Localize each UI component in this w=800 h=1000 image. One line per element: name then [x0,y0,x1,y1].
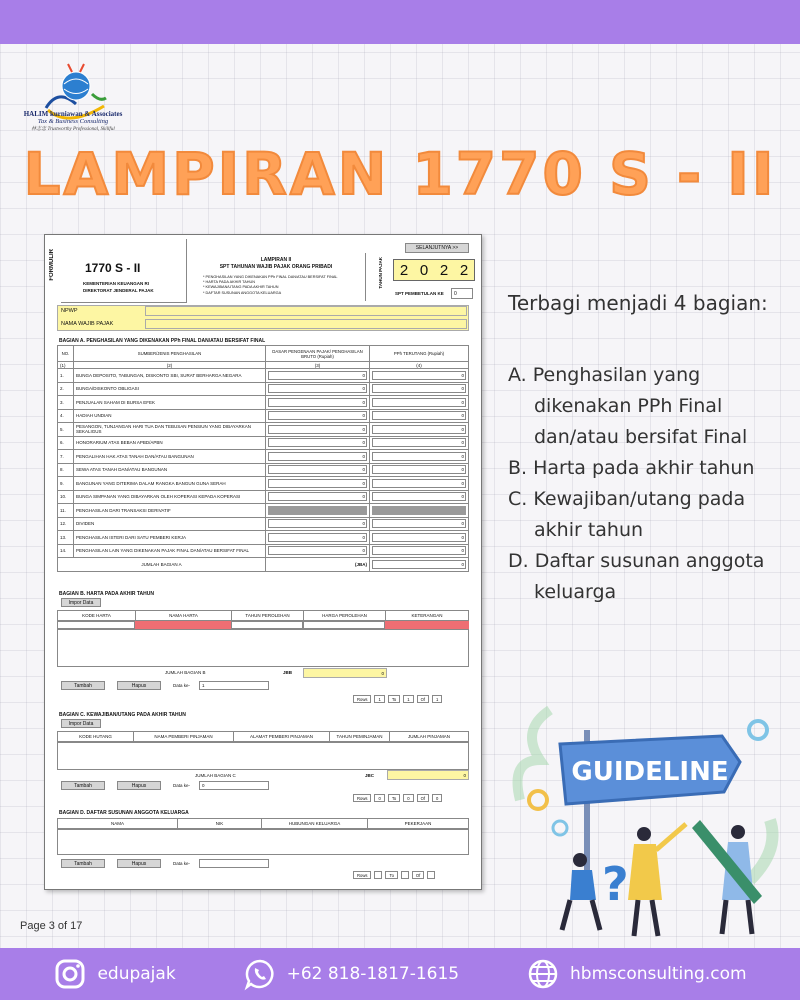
instagram-handle: edupajak [97,964,176,984]
section-d-title: BAGIAN D. DAFTAR SUSUNAN ANGGOTA KELUARGA [59,810,189,816]
pph-input[interactable]: 0 [372,452,466,461]
directorate-label: DIREKTORAT JENDERAL PAJAK [83,288,154,293]
col-header: ALAMAT PEMBERI PINJAMAN [234,732,330,741]
pph-input[interactable]: 0 [372,519,466,528]
rows-info-cell: To [385,871,397,879]
jumlah-a-label: JUMLAH BAGIAN A [58,558,266,572]
col-header: KODE HARTA [58,611,136,620]
nama-label: NAMA WAJIB PAJAK [61,321,114,327]
rows-info-cell: Of [412,871,424,879]
income-source: DIVIDEN [74,517,266,531]
rows-info-cell [401,871,409,879]
npwp-input[interactable] [145,306,467,316]
data-ke-input[interactable]: 0 [199,781,269,790]
jbb-code: JBB [283,670,293,675]
section-c-body [57,742,469,770]
income-source: BUNGA DEPOSITO, TABUNGAN, DISKONTO SBI, SURAT BERHARGA NEGARA [74,369,266,383]
pph-input[interactable]: 0 [372,384,466,393]
dpp-cell [266,369,370,383]
section-a-title: BAGIAN A. PENGHASILAN YANG DIKENAKAN PPh FINAL DAN/ATAU BERSIFAT FINAL [59,338,266,344]
logo-name: HALIM kurniawan & Associates [23,110,123,118]
jbb-value: 0 [303,668,387,678]
description-item: C. Kewajiban/utang pada akhir tahun [508,488,746,541]
col-header: DASAR PENGENAAN PAJAK/ PENGHASILAN BRUTO (Rupiah) [266,346,370,362]
data-ke-label: Data ke- [173,861,191,866]
npwp-label: NPWP [61,308,78,314]
add-button[interactable]: Tambah [61,859,105,868]
dpp-input[interactable]: 0 [268,398,367,407]
table-row [58,396,469,410]
col-number: (3) [266,362,370,369]
description-intro: Terbagi menjadi 4 bagian: [508,291,768,315]
section-b-header [57,610,469,621]
table-row [58,517,469,531]
jba-cell [370,558,469,572]
delete-button[interactable]: Hapus [117,781,161,790]
dpp-cell [266,382,370,396]
gear-icon [749,721,767,739]
lampiran-subtitle: SPT TAHUNAN WAJIB PAJAK ORANG PRIBADI [219,264,333,270]
pph-cell [370,490,469,504]
income-source: PENGHASILAN DARI TRANSAKSI DERIVATIF [74,504,266,518]
row-number: 14. [58,544,74,558]
year-digit: 2 [459,261,469,279]
description-item: B. Harta pada akhir tahun [508,457,755,479]
section-b-row[interactable] [57,621,469,629]
dpp-cell [266,409,370,423]
income-source: PESANGON, TUNJANGAN HARI TUA DAN TEBUSAN PENSIUN YANG DIBAYARKAN SEKALIGUS [74,423,266,437]
dpp-cell [266,544,370,558]
globe-icon [526,957,560,991]
row-number: 8. [58,463,74,477]
next-button[interactable]: SELANJUTNYA >> [405,243,469,253]
section-c-title: BAGIAN C. KEWAJIBAN/UTANG PADA AKHIR TAHUN [59,712,186,718]
dpp-input[interactable]: 0 [268,384,367,393]
pph-input[interactable]: 0 [372,398,466,407]
rows-info-cell [374,871,382,879]
pph-input[interactable]: 0 [372,465,466,474]
pph-cell [370,382,469,396]
income-source: SEWA ATAS TANAH DAN/ATAU BANGUNAN [74,463,266,477]
year-digit: 2 [439,261,449,279]
table-row [58,504,469,518]
delete-button[interactable]: Hapus [117,859,161,868]
top-bar [0,0,800,44]
rows-info-cell: To [388,695,400,703]
pph-input[interactable]: 0 [372,546,466,555]
table-row [58,369,469,383]
table-row [58,490,469,504]
guideline-illustration [500,700,800,948]
rows-info-cell: 1 [374,695,384,703]
whatsapp-contact[interactable] [243,957,460,991]
year-box[interactable] [393,259,475,281]
row-number: 3. [58,396,74,410]
logo-text [18,110,128,132]
tahun-pajak-label: TAHUN PAJAK [378,257,383,289]
tax-form-1770-s-ii [44,234,482,890]
rows-info-cell: 0 [403,794,413,802]
pph-input[interactable]: 0 [372,533,466,542]
page-title: LAMPIRAN 1770 S - II [23,140,777,208]
row-number: 1. [58,369,74,383]
rows-info-cell: Of [417,794,429,802]
rows-info [353,871,435,879]
page-number: Page 3 of 17 [20,920,83,932]
section-d-header [57,818,469,829]
table-row [58,409,469,423]
section-c-header [57,731,469,742]
col-header: HARGA PEROLEHAN [304,611,386,620]
ministry-label: KEMENTERIAN KEUANGAN RI [83,281,150,286]
rows-info [353,695,442,703]
pph-input[interactable]: 0 [372,479,466,488]
data-ke-input[interactable]: 1 [199,681,269,690]
income-source: PENGHASILAN LAIN YANG DIKENAKAN PAJAK FINAL DAN/ATAU BERSIFAT FINAL [74,544,266,558]
row-number: 6. [58,436,74,450]
pph-input[interactable]: 0 [372,492,466,501]
col-header: PPh TERUTANG (Rupiah) [370,346,469,362]
formulir-label: FORMULIR [49,249,55,281]
col-header: KODE HUTANG [58,732,134,741]
pph-cell [370,450,469,464]
dpp-cell [266,450,370,464]
total-row [58,558,469,572]
gear-icon [553,821,567,835]
row-number: 10. [58,490,74,504]
row-number: 13. [58,531,74,545]
dpp-input[interactable]: 0 [268,533,367,542]
table-row [58,382,469,396]
add-button[interactable]: Tambah [61,781,105,790]
pph-input[interactable]: 0 [372,411,466,420]
question-mark-icon: ? [602,857,629,911]
income-source: PENGHASILAN ISTERI DARI SATU PEMBERI KERJA [74,531,266,545]
rows-info-cell: Rows [353,794,371,802]
income-source: PENGALIHAN HAK ATAS TANAH DAN/ATAU BANGUNAN [74,450,266,464]
col-header: NAMA HARTA [136,611,232,620]
table-row [58,477,469,491]
import-data-button[interactable]: Impor Data [61,598,101,607]
pph-cell [370,463,469,477]
footer-bar [0,948,800,1000]
col-header: HUBUNGAN KELUARGA [262,819,368,828]
dpp-input[interactable]: 0 [268,438,367,447]
income-source: BUNGA SIMPANAN YANG DIBAYARKAN OLEH KOPERASI KEPADA KOPERASI [74,490,266,504]
table-row [58,463,469,477]
col-number: (1) [58,362,74,369]
jumlah-c-label: JUMLAH BAGIAN C [195,773,236,778]
jba-code: (JBA) [266,558,370,572]
pph-cell [370,544,469,558]
col-header: JUMLAH PINJAMAN [407,734,450,739]
whatsapp-number: +62 818-1817-1615 [286,964,460,984]
guideline-label: GUIDELINE [571,757,729,787]
website-contact[interactable] [526,957,747,991]
jbc-value: 0 [387,770,469,780]
lampiran-item: * PENGHASILAN YANG DIKENAKAN PPh FINAL DAN/ATAU BERSIFAT FINAL [203,275,338,279]
dpp-input[interactable]: 0 [268,411,367,420]
income-source: BANGUNAN YANG DITERIMA DALAM RANGKA BANGUN GUNA SERAH [74,477,266,491]
section-b-body [57,629,469,667]
income-source: HONORARIUM ATAS BEBAN APBD/APBN [74,436,266,450]
description-item: D. Daftar susunan anggota keluarga [508,550,765,603]
rows-info-cell: To [388,794,400,802]
dpp-input[interactable]: 0 [268,371,367,380]
pph-input[interactable]: 0 [372,371,466,380]
pph-cell [370,517,469,531]
row-number: 5. [58,423,74,437]
dpp-cell [266,517,370,531]
website-url: hbmsconsulting.com [570,964,747,984]
col-number: (2) [74,362,266,369]
rows-info-cell: Of [417,695,429,703]
income-source: PENJUALAN SAHAM DI BURSA EFEK [74,396,266,410]
col-header: TAHUN PEROLEHAN [232,611,304,620]
table-row [58,423,469,437]
rows-info [353,794,442,802]
dpp-input[interactable]: 0 [268,452,367,461]
col-header: NAMA PEMBERI PINJAMAN [134,732,234,741]
lampiran-items [203,275,337,296]
row-number: 7. [58,450,74,464]
dpp-input[interactable]: 0 [268,425,367,434]
row-number: 4. [58,409,74,423]
instagram-icon [53,957,87,991]
section-a-table [57,345,469,572]
description-item: A. Penghasilan yang dikenakan PPh Final dan/atau bersifat Final [508,364,748,448]
col-header: PEKERJAAN [404,821,432,826]
table-row [58,436,469,450]
dpp-cell [266,490,370,504]
col-header: NO. [58,346,74,362]
row-number: 11. [58,504,74,518]
dpp-input[interactable]: 0 [268,479,367,488]
delete-button[interactable]: Hapus [117,681,161,690]
lampiran-item: * KEWAJIBAN/UTANG PADA AKHIR TAHUN [203,285,279,290]
add-button[interactable]: Tambah [61,681,105,690]
dpp-input[interactable]: 0 [268,492,367,501]
income-source: BUNGA/DISKONTO OBLIGASI [74,382,266,396]
disabled-field [372,506,466,515]
pph-cell [370,531,469,545]
dpp-cell [266,463,370,477]
pembetulan-label: SPT PEMBETULAN KE [395,291,444,296]
table-row [58,531,469,545]
section-d-body [57,829,469,855]
rows-info-cell: Rows [353,871,371,879]
data-ke-label: Data ke- [173,683,191,688]
pembetulan-input[interactable]: 0 [451,288,473,299]
table-row [58,544,469,558]
col-header: NAMA [58,819,178,828]
rows-info-cell [427,871,435,879]
rows-info-cell: 1 [403,695,413,703]
dpp-cell [266,477,370,491]
dpp-cell [266,396,370,410]
col-header: SUMBER/JENIS PENGHASILAN [74,346,266,362]
rows-info-cell: 1 [432,695,442,703]
lampiran-item: * DAFTAR SUSUNAN ANGGOTA KELUARGA [203,290,282,295]
dpp-cell [266,531,370,545]
row-number: 2. [58,382,74,396]
pph-cell [370,504,469,518]
logo-tagline: 林志忠 Trustworthy Professional, Skillful [31,127,115,132]
col-header: NIK [178,819,262,828]
lampiran-item: * HARTA PADA AKHIR TAHUN [203,280,255,285]
form-code: 1770 S - II [85,261,141,275]
logo-subtitle: Tax & Business Consulting [37,118,109,125]
year-digit: 2 [399,261,409,279]
dpp-input[interactable]: 0 [268,465,367,474]
table-row [58,450,469,464]
pph-cell [370,369,469,383]
row-number: 9. [58,477,74,491]
pph-cell [370,477,469,491]
pph-cell [370,423,469,437]
description [508,288,788,608]
rows-info-cell: Rows [353,695,371,703]
jbc-code: JBC [365,773,375,778]
year-digit: 0 [419,261,429,279]
pph-input[interactable]: 0 [372,425,466,434]
import-data-button[interactable]: Impor Data [61,719,101,728]
jumlah-b-label: JUMLAH BAGIAN B [165,670,206,675]
pph-cell [370,409,469,423]
rows-info-cell: 0 [374,794,384,802]
instagram-contact[interactable] [53,957,175,991]
disabled-field [268,506,367,515]
dpp-cell [266,504,370,518]
whatsapp-icon [243,957,277,991]
pph-input[interactable]: 0 [372,438,466,447]
col-number: (4) [370,362,469,369]
dpp-cell [266,423,370,437]
lampiran-title: LAMPIRAN II [260,257,292,263]
col-header: TAHUN PEMINJAMAN [330,732,390,741]
pph-cell [370,396,469,410]
dpp-input[interactable]: 0 [268,546,367,555]
dpp-input[interactable]: 0 [268,519,367,528]
dpp-cell [266,436,370,450]
section-b-title: BAGIAN B. HARTA PADA AKHIR TAHUN [59,591,154,597]
income-source: HADIAH UNDIAN [74,409,266,423]
jba-value: 0 [372,560,466,569]
col-header: KETERANGAN [411,613,443,618]
row-number: 12. [58,517,74,531]
nama-input[interactable] [145,319,467,329]
data-ke-label: Data ke- [173,783,191,788]
pph-cell [370,436,469,450]
rows-info-cell: 0 [432,794,442,802]
gear-icon [529,791,547,809]
data-ke-input[interactable] [199,859,269,868]
